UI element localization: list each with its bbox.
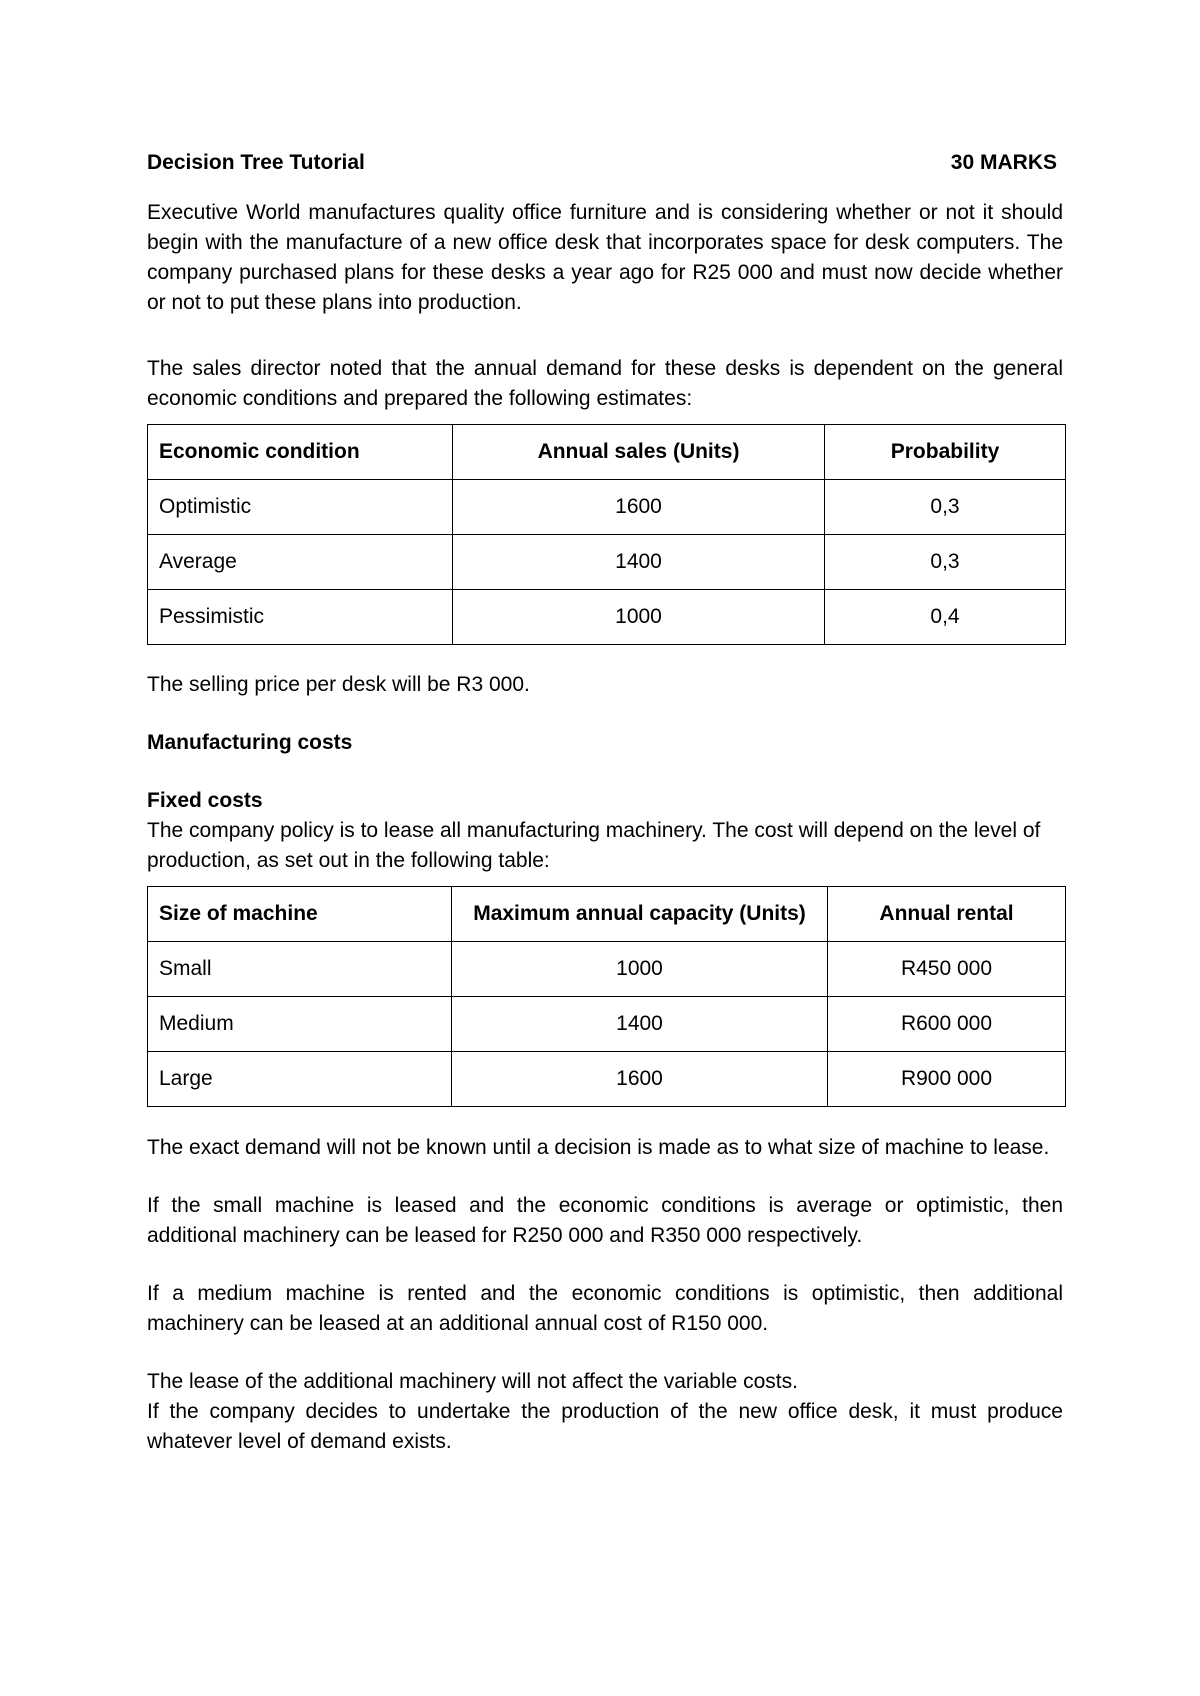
table-header-cell: Economic condition (148, 425, 453, 480)
intro-paragraph: Executive World manufactures quality office furniture and is considering whether or not it should begin with the manufacture of a new office desk that incorporates space for desk computers. The company purchased plans for these desks a year ago for R25 000 and must now decide whether or not to put these plans into production. (147, 201, 1063, 314)
table-row (148, 997, 1066, 1052)
table-header-row (148, 425, 1066, 480)
table-cell: Medium (148, 997, 452, 1052)
table-cell: R600 000 (828, 997, 1066, 1052)
document-body (147, 148, 1063, 1457)
fixed-costs-paragraph: The company policy is to lease all manufacturing machinery. The cost will depend on the level of production, as set out in the following table: (147, 819, 1041, 872)
produce-demand-paragraph: If the company decides to undertake the production of the new office desk, it must produce whatever level of demand exists. (147, 1400, 1063, 1453)
table-cell: 0,3 (825, 535, 1066, 590)
variable-costs-paragraph: The lease of the additional machinery will not affect the variable costs. (147, 1370, 798, 1393)
demand-paragraph: The exact demand will not be known until a decision is made as to what size of machine to lease. (147, 1136, 1050, 1159)
table-cell: R450 000 (828, 942, 1066, 997)
table-header-cell: Maximum annual capacity (Units) (452, 887, 828, 942)
table-cell: 1600 (453, 480, 825, 535)
selling-price-paragraph: The selling price per desk will be R3 000. (147, 673, 530, 696)
title-row (147, 148, 1063, 178)
table-header-row (148, 887, 1066, 942)
table-header-cell: Annual sales (Units) (453, 425, 825, 480)
table-cell: 0,3 (825, 480, 1066, 535)
fixed-costs-heading: Fixed costs (147, 789, 263, 812)
table-cell: Large (148, 1052, 452, 1107)
marks-label: 30 MARKS (950, 151, 1057, 174)
table-cell: Pessimistic (148, 590, 453, 645)
machine-table (147, 886, 1066, 1107)
table-header-cell: Annual rental (828, 887, 1066, 942)
sales-intro-paragraph: The sales director noted that the annual demand for these desks is dependent on the general economic conditions and prepared the following estimates: (147, 357, 1063, 410)
table-header-cell: Probability (825, 425, 1066, 480)
table-cell: 1400 (452, 997, 828, 1052)
table-cell: 1600 (452, 1052, 828, 1107)
table-row (148, 535, 1066, 590)
table-header-cell: Size of machine (148, 887, 452, 942)
document-title: Decision Tree Tutorial (147, 151, 365, 174)
table-cell: 1400 (453, 535, 825, 590)
table-row (148, 590, 1066, 645)
small-machine-paragraph: If the small machine is leased and the economic conditions is average or optimistic, then additional machinery can be leased for R250 000 and R350 000 respectively. (147, 1194, 1063, 1247)
table-cell: Optimistic (148, 480, 453, 535)
table-row (148, 942, 1066, 997)
table-cell: 0,4 (825, 590, 1066, 645)
table-cell: 1000 (453, 590, 825, 645)
table-cell: Average (148, 535, 453, 590)
table-row (148, 480, 1066, 535)
manufacturing-costs-heading: Manufacturing costs (147, 731, 353, 754)
medium-machine-paragraph: If a medium machine is rented and the economic conditions is optimistic, then additional machinery can be leased at an additional annual cost of R150 000. (147, 1282, 1063, 1335)
table-row (148, 1052, 1066, 1107)
table-cell: Small (148, 942, 452, 997)
demand-table (147, 424, 1066, 645)
table-cell: R900 000 (828, 1052, 1066, 1107)
table-cell: 1000 (452, 942, 828, 997)
